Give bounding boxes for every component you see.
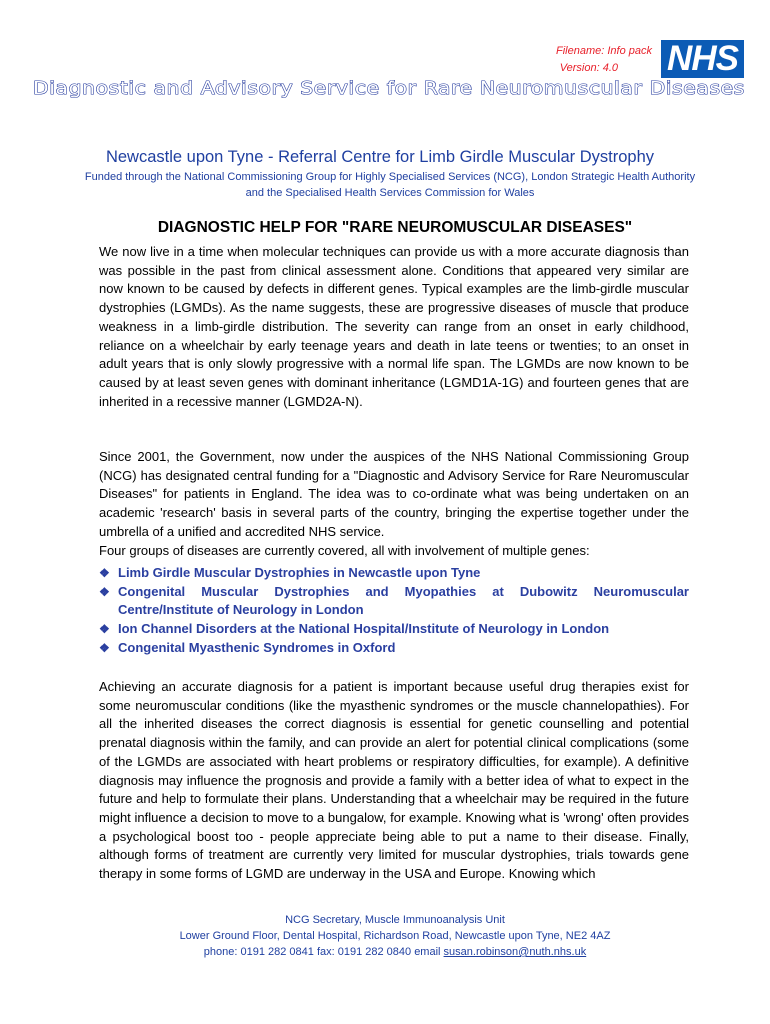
list-item-label: Limb Girdle Muscular Dystrophies in Newcastle upon Tyne xyxy=(118,565,481,580)
centre-title: Newcastle upon Tyne - Referral Centre for Limb Girdle Muscular Dystrophy xyxy=(105,148,655,166)
footer-secretary: NCG Secretary, Muscle Immunoanalysis Unit xyxy=(285,914,505,926)
page-heading: DIAGNOSTIC HELP FOR "RARE NEUROMUSCULAR DISEASES" xyxy=(157,219,633,236)
diamond-bullet-icon: ❖ xyxy=(99,584,110,599)
diamond-bullet-icon: ❖ xyxy=(99,566,110,580)
version-label: Version: 4.0 xyxy=(559,62,618,74)
service-title xyxy=(33,72,753,102)
diamond-bullet-icon: ❖ xyxy=(99,640,110,655)
list-item-label: Congenital Muscular Dystrophies and Myopathies at Dubowitz Neuromuscular Centre/Institute of Neurology in London xyxy=(118,583,689,618)
diamond-bullet-icon: ❖ xyxy=(99,622,110,637)
disease-groups-list xyxy=(99,564,689,658)
list-item xyxy=(99,639,689,658)
footer xyxy=(100,912,690,960)
ncg-paragraph-text: Since 2001, the Government, now under the auspices of the NHS National Commissioning Group (NCG) has designated central funding for a "Diagnostic and Advisory Service for Rare Neuromuscular Diseases" for patients in England. The idea was to co-ordinate what was being undertaken on an academic 'research' basis in several parts of the country, bringing the expertise together under the umbrella of a unified and accredited NHS service. xyxy=(99,449,689,539)
list-item xyxy=(99,620,689,639)
intro-paragraph: We now live in a time when molecular techniques can provide us with a more accurate diagnosis than was possible in the past from clinical assessment alone. Conditions that appeared very similar are now known to be caused by defects in different genes. Typical examples are the limb-girdle muscular dystrophies (LGMDs). As the name suggests, these are progressive diseases of muscle that produce weakness in a limb-girdle distribution. The severity can range from an onset in early childhood, reliance on a wheelchair by early teenage years and death in late teens or twenties; to an onset in adult years that is only slowly progressive with a normal life span. The LGMDs are now known to be caused by at least seven genes with dominant inheritance (LGMD1A-1G) and fourteen genes that are inherited in a recessive manner (LGMD2A-N). xyxy=(99,244,689,409)
email-link[interactable]: susan.robinson@nuth.nhs.uk xyxy=(443,946,587,958)
nhs-logo: NHS xyxy=(661,40,744,78)
ncg-paragraph xyxy=(99,448,689,560)
footer-phone-fax: phone: 0191 282 0841 fax: 0191 282 0840 email xyxy=(203,946,441,958)
footer-address: Lower Ground Floor, Dental Hospital, Richardson Road, Newcastle upon Tyne, NE2 4AZ xyxy=(179,930,611,942)
list-item-label: Congenital Myasthenic Syndromes in Oxford xyxy=(118,639,396,655)
list-item-label: Ion Channel Disorders at the National Hospital/Institute of Neurology in London xyxy=(118,621,610,637)
groups-intro: Four groups of diseases are currently covered, all with involvement of multiple genes: xyxy=(99,542,590,558)
filename-label: Filename: Info pack xyxy=(556,45,652,57)
service-title-text: Diagnostic and Advisory Service for Rare Neuromuscular Diseases xyxy=(33,78,745,99)
funding-note: Funded through the National Commissioning Group for Highly Specialised Services (NCG), London Strategic Health Authority and the Specialised Health Services Commission for Wales xyxy=(84,171,696,199)
list-item xyxy=(99,583,689,620)
list-item xyxy=(99,564,689,583)
footer-contact xyxy=(100,944,690,960)
diagnosis-paragraph: Achieving an accurate diagnosis for a patient is important because useful drug therapies exist for some neuromuscular conditions (like the myasthenic syndromes or the muscle channelopathies). For all the inherited diseases the correct diagnosis is essential for genetic counselling and potential prenatal diagnosis within the family, and can provide an alert for potential clinical complications (some of the LGMDs are associated with heart problems or respiratory difficulties, for example). A definitive diagnosis may influence the prognosis and provide a family with a better idea of what to expect in the future and help to formulate their plans. Understanding that a wheelchair may be required in the future might influence a decision to move to a bungalow, for example. Knowing what is 'wrong' often provides a psychological boost too - people appreciate being able to put a name to their disease. Finally, although forms of treatment are currently very limited for muscular dystrophies, trials towards gene therapy in some forms of LGMD are underway in the USA and Europe. Knowing which xyxy=(99,679,689,882)
